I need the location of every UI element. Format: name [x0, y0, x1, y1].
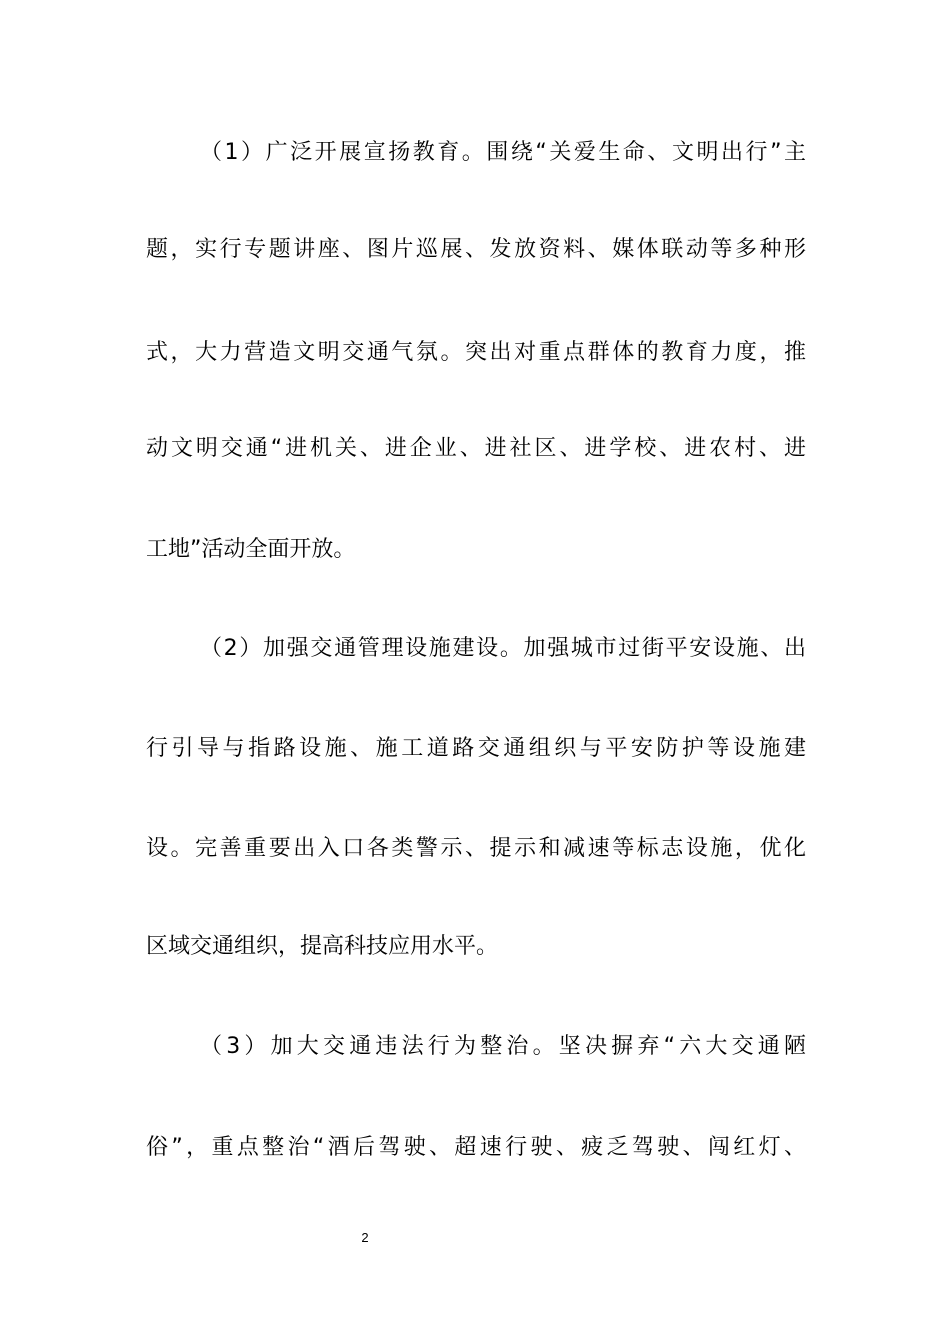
page-number: 2	[361, 1230, 369, 1245]
paragraph-1-line-5: 工地”活动全面开放。	[146, 537, 356, 562]
paragraph-1-line-2: 题，实行专题讲座、图片巡展、发放资料、媒体联动等多种形	[146, 237, 806, 262]
paragraph-2-line-1: （2）加强交通管理设施建设。加强城市过街平安设施、出	[200, 636, 806, 661]
paragraph-2-line-4: 区域交通组织，提高科技应用水平。	[146, 934, 499, 959]
paragraph-1-line-3: 式，大力营造文明交通气氛。突出对重点群体的教育力度，推	[146, 340, 806, 365]
paragraph-1-line-4: 动文明交通“进机关、进企业、进社区、进学校、进农村、进	[146, 436, 806, 461]
paragraph-2-line-2: 行引导与指路设施、施工道路交通组织与平安防护等设施建	[146, 736, 806, 761]
paragraph-3-line-2: 俗”，重点整治“酒后驾驶、超速行驶、疲乏驾驶、闯红灯、	[146, 1135, 806, 1160]
paragraph-2-line-3: 设。完善重要出入口各类警示、提示和减速等标志设施，优化	[146, 836, 806, 861]
paragraph-1-line-1: （1）广泛开展宣扬教育。围绕“关爱生命、文明出行”主	[200, 140, 806, 165]
paragraph-3-line-1: （3）加大交通违法行为整治。坚决摒弃“六大交通陋	[200, 1034, 806, 1059]
